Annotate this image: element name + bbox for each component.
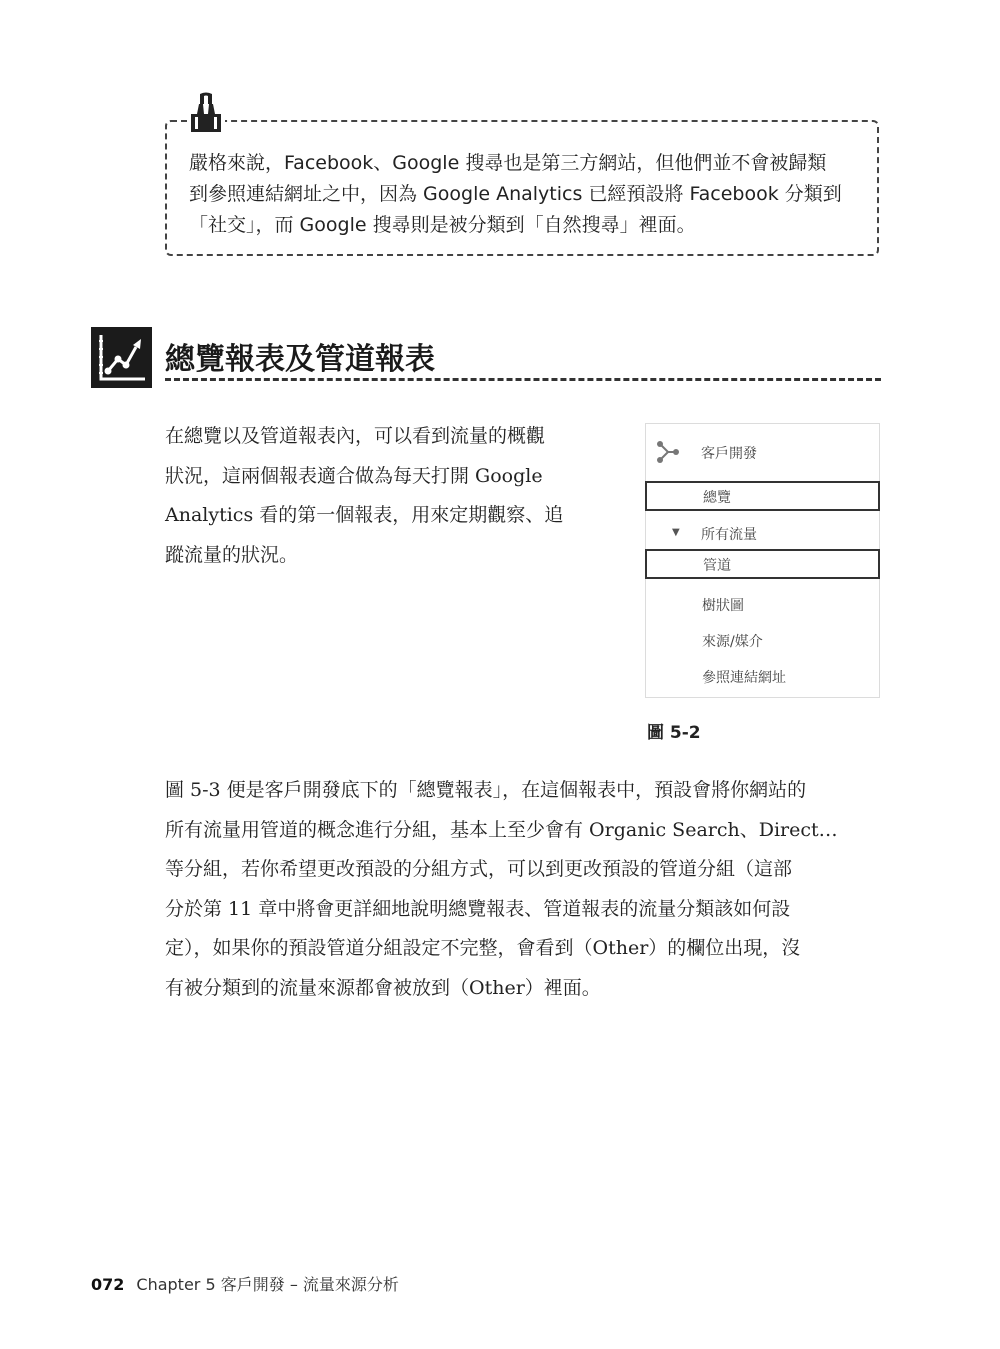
intro-line: 狀況，這兩個報表適合做為每天打開 Google bbox=[165, 464, 543, 487]
chapter-title: Chapter 5 客戶開發 – 流量來源分析 bbox=[136, 1275, 399, 1294]
nav-label: 參照連結網址 bbox=[702, 670, 786, 686]
nav-item-source-medium[interactable] bbox=[646, 625, 879, 655]
intro-line: 蹤流量的狀況。 bbox=[165, 543, 299, 566]
figure-caption: 圖 5-2 bbox=[647, 723, 701, 743]
heading-divider bbox=[165, 378, 881, 381]
caret-down-icon: ▼ bbox=[672, 527, 680, 538]
note-text bbox=[189, 148, 865, 241]
nav-item-all-traffic[interactable] bbox=[646, 518, 879, 548]
nav-item-referrals[interactable] bbox=[646, 661, 879, 691]
binder-clip-icon bbox=[187, 92, 225, 134]
note-line: 嚴格來說，Facebook、Google 搜尋也是第三方網站，但他們並不會被歸類 bbox=[189, 152, 827, 174]
nav-label: 總覽 bbox=[703, 490, 731, 506]
ga-nav-panel bbox=[645, 423, 880, 698]
nav-label: 管道 bbox=[703, 558, 731, 574]
body-line: 所有流量用管道的概念進行分組，基本上至少會有 Organic Search、Direct… bbox=[165, 818, 838, 841]
section-title: 總覽報表及管道報表 bbox=[165, 342, 435, 377]
nav-item-overview[interactable] bbox=[645, 481, 880, 511]
nav-label: 所有流量 bbox=[701, 527, 757, 543]
nav-item-treemap[interactable] bbox=[646, 589, 879, 619]
body-line: 圖 5-3 便是客戶開發底下的「總覽報表」，在這個報表中，預設會將你網站的 bbox=[165, 779, 807, 801]
nav-item-acquisition[interactable] bbox=[646, 437, 879, 467]
nav-label: 來源/媒介 bbox=[702, 634, 763, 650]
nav-item-channels[interactable] bbox=[645, 549, 880, 579]
note-line: 到參照連結網址之中，因為 Google Analytics 已經預設將 Facebook 分類到 bbox=[189, 183, 842, 205]
body-paragraph bbox=[165, 771, 881, 1009]
note-line: 「社交」，而 Google 搜尋則是被分類到「自然搜尋」裡面。 bbox=[189, 214, 696, 236]
intro-line: 在總覽以及管道報表內，可以看到流量的概觀 bbox=[165, 425, 546, 447]
body-line: 有被分類到的流量來源都會被放到（Other）裡面。 bbox=[165, 976, 601, 999]
intro-line: Analytics 看的第一個報表，用來定期觀察、追 bbox=[165, 504, 564, 526]
body-line: 定），如果你的預設管道分組設定不完整，會看到（Other）的欄位出現，沒 bbox=[165, 937, 801, 960]
page-number: 072 bbox=[91, 1275, 125, 1294]
nav-label: 樹狀圖 bbox=[702, 598, 744, 614]
chart-trend-icon bbox=[91, 327, 152, 388]
nav-label: 客戶開發 bbox=[701, 446, 757, 462]
body-line: 分於第 11 章中將會更詳細地說明總覽報表、管道報表的流量分類該如何設 bbox=[165, 897, 791, 920]
body-line: 等分組，若你希望更改預設的分組方式，可以到更改預設的管道分組（這部 bbox=[165, 858, 793, 881]
page-footer bbox=[91, 1272, 399, 1295]
intro-paragraph bbox=[165, 417, 605, 575]
note-box bbox=[165, 120, 879, 256]
